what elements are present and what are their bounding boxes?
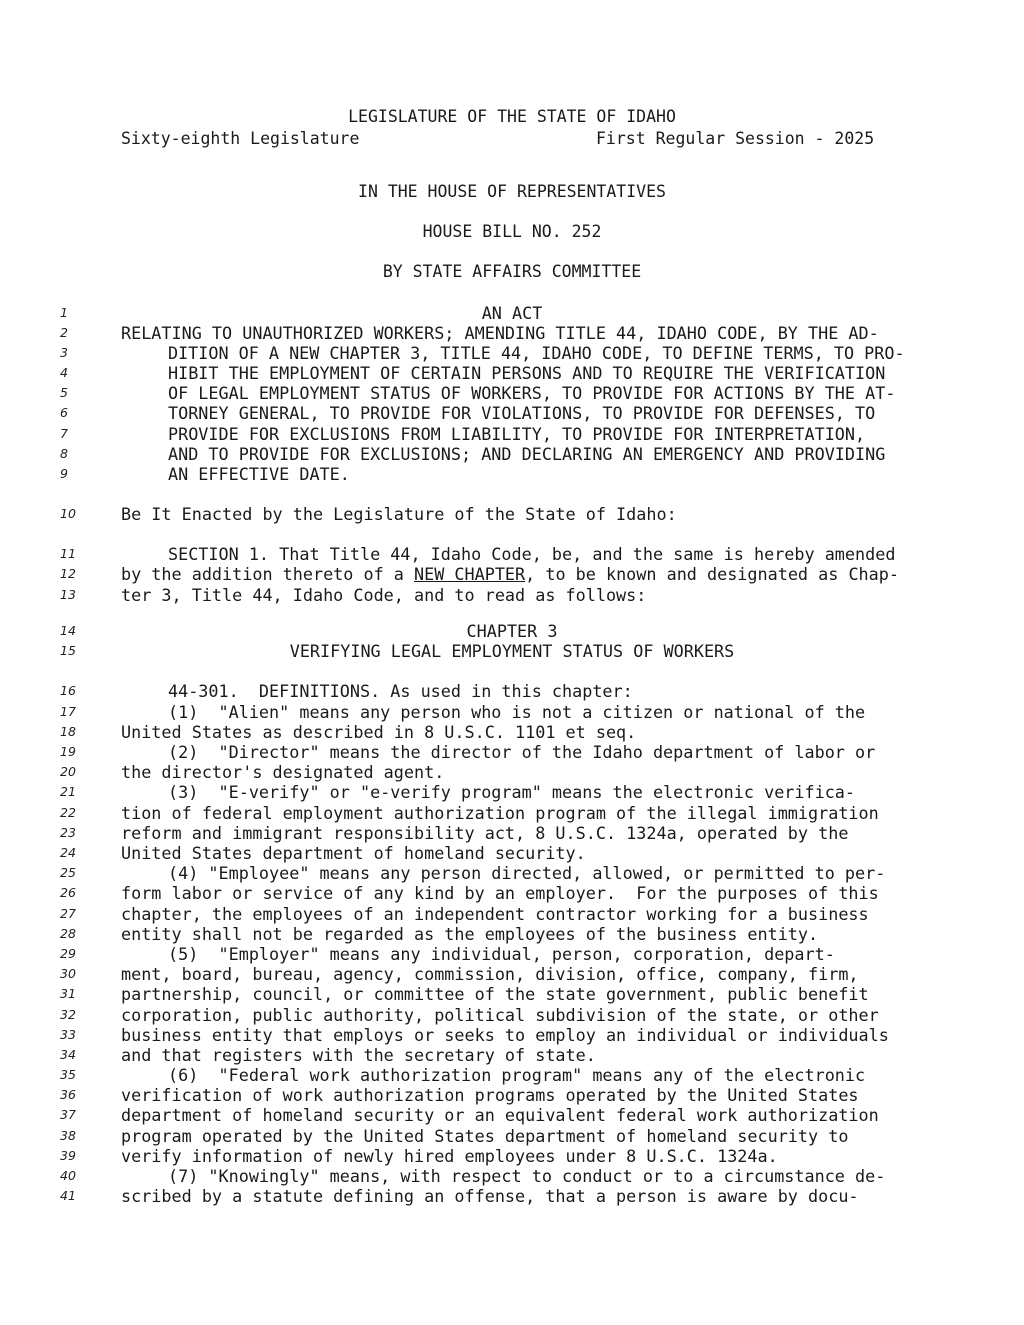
line-number: 30 [60, 966, 76, 981]
bill-line [0, 924, 1024, 944]
line-number: 17 [60, 704, 76, 719]
bill-line [0, 1166, 1024, 1186]
bill-line [0, 585, 1024, 605]
bill-line [0, 343, 1024, 363]
act-title: AN ACT [481, 303, 543, 323]
line-text: entity shall not be regarded as the employees of the business entity. [121, 924, 819, 944]
line-text: scribed by a statute defining an offense, that a person is aware by docu- [121, 1186, 859, 1206]
line-text: (2) "Director" means the director of the Idaho department of labor or [168, 742, 876, 762]
line-text: (5) "Employer" means any individual, person, corporation, depart- [168, 944, 835, 964]
bill-line [0, 742, 1024, 762]
line-number: 34 [60, 1047, 76, 1062]
line-text: SECTION 1. That Title 44, Idaho Code, be, and the same is hereby amended [168, 544, 896, 564]
bill-line [0, 1146, 1024, 1166]
bill-line [0, 464, 1024, 484]
bill-line [0, 1005, 1024, 1025]
bill-line [0, 944, 1024, 964]
bill-line [0, 782, 1024, 802]
legislature-title: LEGISLATURE OF THE STATE OF IDAHO [348, 107, 676, 126]
bill-line [0, 303, 1024, 323]
line-number: 29 [60, 946, 76, 961]
line-text-part: by the addition thereto of a [121, 564, 414, 584]
bill-sponsor: BY STATE AFFAIRS COMMITTEE [382, 262, 642, 281]
bill-line [0, 564, 1024, 584]
bill-line [0, 621, 1024, 641]
line-text: verify information of newly hired employees under 8 U.S.C. 1324a. [121, 1146, 778, 1166]
bill-line [0, 1045, 1024, 1065]
bill-line [0, 1126, 1024, 1146]
line-text: RELATING TO UNAUTHORIZED WORKERS; AMENDING TITLE 44, IDAHO CODE, BY THE AD- [121, 323, 879, 343]
line-text: (3) "E-verify" or "e-verify program" means the electronic verifica- [168, 782, 856, 802]
line-text: DITION OF A NEW CHAPTER 3, TITLE 44, IDAHO CODE, TO DEFINE TERMS, TO PRO- [168, 343, 905, 363]
line-number: 32 [60, 1007, 76, 1022]
line-number: 6 [60, 405, 68, 420]
line-number: 31 [60, 986, 76, 1001]
bill-line [0, 883, 1024, 903]
line-text: department of homeland security or an equivalent federal work authorization [121, 1105, 879, 1125]
line-number: 4 [60, 365, 68, 380]
line-text: ter 3, Title 44, Idaho Code, and to read as follows: [121, 585, 647, 605]
line-number: 25 [60, 865, 76, 880]
enacting-clause: Be It Enacted by the Legislature of the State of Idaho: [121, 504, 677, 524]
line-number: 10 [60, 506, 76, 521]
line-number: 33 [60, 1027, 76, 1042]
line-text: (1) "Alien" means any person who is not a citizen or national of the [168, 702, 866, 722]
line-text: chapter, the employees of an independent contractor working for a business [121, 904, 869, 924]
line-text: partnership, council, or committee of the state government, public benefit [121, 984, 869, 1004]
line-text: (7) "Knowingly" means, with respect to conduct or to a circumstance de- [168, 1166, 886, 1186]
bill-line [0, 544, 1024, 564]
line-number: 2 [60, 325, 68, 340]
line-number: 18 [60, 724, 76, 739]
bill-line [0, 444, 1024, 464]
line-number: 12 [60, 566, 76, 581]
chapter-number: CHAPTER 3 [466, 621, 558, 641]
bill-line [0, 863, 1024, 883]
line-text: (4) "Employee" means any person directed, allowed, or permitted to per- [168, 863, 886, 883]
chapter-title: VERIFYING LEGAL EMPLOYMENT STATUS OF WORKERS [289, 641, 735, 661]
line-text: OF LEGAL EMPLOYMENT STATUS OF WORKERS, TO PROVIDE FOR ACTIONS BY THE AT- [168, 383, 896, 403]
bill-line [0, 904, 1024, 924]
line-number: 24 [60, 845, 76, 860]
bill-line [0, 843, 1024, 863]
line-text: AN EFFECTIVE DATE. [168, 464, 350, 484]
line-text: verification of work authorization programs operated by the United States [121, 1085, 859, 1105]
line-number: 21 [60, 784, 76, 799]
line-text: ment, board, bureau, agency, commission, division, office, company, firm, [121, 964, 859, 984]
bill-line [0, 424, 1024, 444]
line-text: PROVIDE FOR EXCLUSIONS FROM LIABILITY, TO PROVIDE FOR INTERPRETATION, [168, 424, 866, 444]
chamber-heading: IN THE HOUSE OF REPRESENTATIVES [358, 182, 666, 201]
line-text: tion of federal employment authorization program of the illegal immigration [121, 803, 879, 823]
line-text: United States as described in 8 U.S.C. 1101 et seq. [121, 722, 637, 742]
line-number: 37 [60, 1107, 76, 1122]
line-text: AND TO PROVIDE FOR EXCLUSIONS; AND DECLARING AN EMERGENCY AND PROVIDING [168, 444, 886, 464]
line-number: 40 [60, 1168, 76, 1183]
line-number: 11 [60, 546, 76, 561]
line-number: 5 [60, 385, 68, 400]
line-number: 38 [60, 1128, 76, 1143]
line-number: 39 [60, 1148, 76, 1163]
bill-line [0, 323, 1024, 343]
section-heading: 44-301. DEFINITIONS. As used in this chapter: [168, 681, 633, 701]
bill-line [0, 363, 1024, 383]
bill-line [0, 681, 1024, 701]
line-number: 36 [60, 1087, 76, 1102]
bill-line [0, 702, 1024, 722]
line-number: 27 [60, 906, 76, 921]
line-text: United States department of homeland security. [121, 843, 586, 863]
line-number: 8 [60, 446, 68, 461]
line-number: 3 [60, 345, 68, 360]
line-text: corporation, public authority, political subdivision of the state, or other [121, 1005, 879, 1025]
line-text: TORNEY GENERAL, TO PROVIDE FOR VIOLATIONS, TO PROVIDE FOR DEFENSES, TO [168, 403, 876, 423]
bill-line [0, 722, 1024, 742]
bill-number: HOUSE BILL NO. 252 [422, 222, 602, 241]
bill-line [0, 641, 1024, 661]
line-number: 9 [60, 466, 68, 481]
line-text: HIBIT THE EMPLOYMENT OF CERTAIN PERSONS AND TO REQUIRE THE VERIFICATION [168, 363, 886, 383]
line-number: 7 [60, 426, 68, 441]
bill-line [0, 1105, 1024, 1125]
line-text: form labor or service of any kind by an employer. For the purposes of this [121, 883, 879, 903]
bill-line [0, 762, 1024, 782]
line-text: business entity that employs or seeks to employ an individual or individuals [121, 1025, 889, 1045]
line-number: 16 [60, 683, 76, 698]
line-text: reform and immigrant responsibility act, 8 U.S.C. 1324a, operated by the [121, 823, 849, 843]
bill-line [0, 803, 1024, 823]
bill-line [0, 823, 1024, 843]
line-number: 35 [60, 1067, 76, 1082]
line-number: 26 [60, 885, 76, 900]
line-text [121, 564, 899, 584]
bill-line [0, 1025, 1024, 1045]
bill-line [0, 964, 1024, 984]
line-text: (6) "Federal work authorization program" means any of the electronic [168, 1065, 866, 1085]
line-number: 20 [60, 764, 76, 779]
line-number: 19 [60, 744, 76, 759]
bill-line [0, 1186, 1024, 1206]
line-text: and that registers with the secretary of state. [121, 1045, 596, 1065]
session-name: First Regular Session - 2025 [596, 129, 875, 148]
line-number: 15 [60, 643, 76, 658]
bill-line [0, 403, 1024, 423]
line-number: 13 [60, 587, 76, 602]
line-number: 28 [60, 926, 76, 941]
line-text: the director's designated agent. [121, 762, 445, 782]
new-chapter-underlined: NEW CHAPTER [414, 564, 526, 584]
line-number: 22 [60, 805, 76, 820]
bill-line [0, 383, 1024, 403]
bill-line [0, 984, 1024, 1004]
line-number: 1 [60, 305, 68, 320]
line-number: 23 [60, 825, 76, 840]
legislature-name: Sixty-eighth Legislature [121, 129, 360, 148]
bill-line [0, 1065, 1024, 1085]
line-number: 41 [60, 1188, 76, 1203]
bill-line [0, 1085, 1024, 1105]
bill-line [0, 504, 1024, 524]
line-text-part: , to be known and designated as Chap- [525, 564, 899, 584]
line-text: program operated by the United States department of homeland security to [121, 1126, 849, 1146]
line-number: 14 [60, 623, 76, 638]
